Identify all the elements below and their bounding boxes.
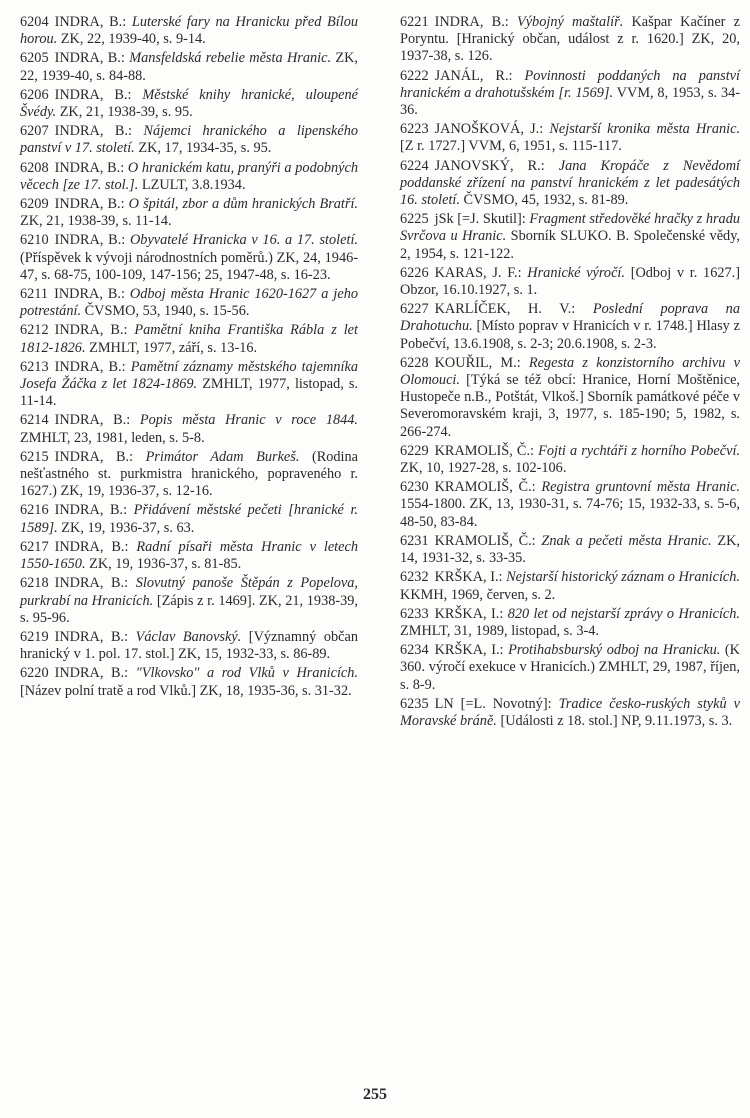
entry-details: [Název polní tratě a rod Vlků.] ZK, 18, 1935-36, s. 31-32.	[20, 682, 352, 699]
page-number: 255	[363, 1086, 387, 1103]
bibliography-entry	[400, 68, 740, 120]
entry-author: KARAS, J. F.:	[434, 264, 522, 281]
entry-title: Václav Banovský.	[135, 628, 242, 645]
entry-number: 6210	[20, 232, 49, 249]
entry-title: Primátor Adam Burkeš.	[145, 448, 300, 465]
bibliography-entry	[400, 301, 740, 353]
entry-number: 6226	[400, 264, 429, 281]
entry-author: INDRA, B.:	[54, 502, 128, 519]
bibliography-entry	[400, 479, 740, 531]
entry-title: "Vlkovsko" a rod Vlků v Hranicích.	[135, 665, 358, 682]
entry-number: 6235	[400, 695, 429, 712]
bibliography-entry	[400, 121, 740, 155]
entry-number: 6227	[400, 301, 429, 318]
entry-number: 6231	[400, 532, 429, 549]
entry-author: INDRA, B.:	[54, 196, 125, 213]
entry-author: KRŠKA, I.:	[434, 642, 504, 659]
entry-number: 6232	[400, 569, 429, 586]
entry-title: Registra gruntovní města Hranic.	[541, 479, 740, 496]
entry-title: Tradice česko-ruských styků v Moravské bráně.	[400, 695, 740, 729]
bibliography-entry	[400, 696, 740, 730]
bibliography-entry	[20, 14, 358, 48]
bibliography-entry	[20, 286, 358, 320]
entry-details: ČVSMO, 45, 1932, s. 81-89.	[459, 192, 629, 209]
bibliography-entry	[20, 449, 358, 501]
entry-details: (K 360. výročí exekuce v Hranicích.) ZMHLT, 29, 1987, říjen, s. 8-9.	[400, 642, 740, 693]
entry-author: KRAMOLIŠ, Č.:	[434, 479, 536, 496]
entry-number: 6228	[400, 354, 429, 371]
bibliography-entry	[400, 606, 740, 640]
entry-details: ČVSMO, 53, 1940, s. 15-56.	[81, 303, 250, 320]
entry-details: ZK, 17, 1934-35, s. 95.	[134, 140, 272, 157]
entry-details: [Místo poprav v Hranicích v r. 1748.] Hlasy z Pobečví, 13.6.1908, s. 2-3; 20.6.1908, s. 2-3.	[400, 318, 740, 352]
entry-details: ZK, 19, 1936-37, s. 63.	[57, 519, 195, 536]
entry-details: ZK, 10, 1927-28, s. 102-106.	[400, 460, 567, 477]
entry-number: 6220	[20, 665, 49, 682]
entry-details: KKMH, 1969, červen, s. 2.	[400, 586, 556, 603]
entry-author: INDRA, B.:	[54, 286, 125, 303]
entry-author: JANOVSKÝ, R.:	[434, 157, 545, 174]
bibliography-entry	[20, 629, 358, 663]
entry-title: Obyvatelé Hranicka v 16. a 17. století.	[129, 232, 358, 249]
entry-number: 6224	[400, 157, 429, 174]
entry-author: KRŠKA, I.:	[434, 569, 503, 586]
entry-details: LZULT, 3.8.1934.	[138, 176, 246, 193]
entry-title: Městské knihy hranické, uloupené Švédy.	[20, 86, 358, 121]
entry-number: 6207	[20, 123, 49, 140]
bibliography-entry	[20, 359, 358, 411]
entry-details: ZK, 22, 1939-40, s. 84-88.	[20, 50, 358, 84]
entry-details: ZMHLT, 1977, listopad, s. 11-14.	[20, 376, 358, 410]
entry-title: Poslední poprava na Drahotuchu.	[400, 301, 740, 335]
entry-number: 6230	[400, 479, 429, 496]
entry-title: Přidávení městské pečeti [hranické r. 1589].	[20, 502, 358, 536]
entry-number: 6205	[20, 50, 49, 67]
entry-title: Hranické výročí.	[527, 264, 625, 281]
entry-title: Fojti a rychtáři z horního Pobečví.	[538, 442, 740, 459]
entry-number: 6221	[400, 14, 429, 30]
entry-author: INDRA, B.:	[54, 159, 125, 176]
entry-author: INDRA, B.:	[54, 14, 127, 30]
entry-author: INDRA, B.:	[54, 628, 129, 645]
entry-number: 6204	[20, 14, 49, 30]
bibliography-entry	[400, 443, 740, 477]
entry-author: JANOŠKOVÁ, J.:	[434, 121, 544, 138]
entry-details: ZMHLT, 1977, září, s. 13-16.	[85, 339, 258, 356]
entry-number: 6216	[20, 502, 49, 519]
entry-number: 6208	[20, 159, 49, 176]
entry-details: [Týká se též obcí: Hranice, Horní Moštěnice, Hustopeče n.B., Potštát, Vlkoš.] Sborník památkové péče v Severomoravském kraji, 3, 1977, s. 185-190; 5, 1982, s. 266-274.	[400, 372, 740, 440]
entry-title: Slovutný panoše Štěpán z Popelova, purkrabí na Hranicích.	[20, 575, 358, 609]
bibliography-entry	[400, 355, 740, 441]
entry-author: KARLÍČEK, H. V.:	[434, 301, 576, 318]
entry-title: Mansfeldská rebelie města Hranic.	[129, 50, 332, 67]
entry-title: 820 let od nejstarší zprávy o Hranicích.	[507, 605, 740, 622]
entry-title: Pamětní záznamy městského tajemníka Josefa Žáčka z let 1824-1869.	[20, 358, 358, 393]
bibliography-entry	[20, 665, 358, 699]
entry-author: jSk [=J. Skutil]:	[434, 211, 526, 228]
entry-details: ZK, 22, 1939-40, s. 9-14.	[57, 31, 206, 48]
bibliography-entry	[400, 265, 740, 299]
entry-details: [Zápis z r. 1469]. ZK, 21, 1938-39, s. 95-96.	[20, 592, 359, 626]
bibliography-entry	[400, 14, 740, 66]
entry-number: 6218	[20, 575, 49, 592]
entry-author: INDRA, B.:	[54, 232, 126, 249]
entry-details: [Významný občan hranický v 1. pol. 17. stol.] ZK, 15, 1932-33, s. 86-89.	[20, 628, 358, 663]
entry-author: KOUŘIL, M.:	[434, 354, 521, 371]
bibliography-entry	[20, 539, 358, 573]
entry-author: INDRA, B.:	[434, 14, 509, 30]
entry-title: O hranickém katu, pranýři a podobných věcech [ze 17. stol.].	[20, 159, 358, 193]
entry-details: VVM, 8, 1953, s. 34-36.	[400, 84, 741, 119]
entry-number: 6215	[20, 448, 49, 465]
entry-number: 6213	[20, 358, 49, 375]
entry-title: Pamětní kniha Františka Rábla z let 1812-1826.	[20, 322, 358, 356]
bibliography-entry	[400, 569, 740, 603]
entry-title: Znak a pečeti města Hranic.	[541, 532, 712, 549]
entry-title: O špitál, zbor a dům hranických Bratří.	[128, 196, 358, 213]
bibliography-entry	[20, 575, 358, 627]
entry-author: INDRA, B.:	[54, 665, 129, 682]
entry-title: Fragment středověké hračky z hradu Svrčova u Hranic.	[400, 211, 740, 245]
entry-author: JANÁL, R.:	[434, 67, 513, 84]
bibliography-entry	[20, 123, 358, 157]
entry-details: 1554-1800. ZK, 13, 1930-31, s. 74-76; 15, 1932-33, s. 5-6, 48-50, 83-84.	[400, 496, 740, 530]
entry-author: INDRA, B.:	[54, 358, 126, 375]
entry-title: Regesta z konzistorního archivu v Olomouci.	[400, 354, 740, 389]
entry-number: 6212	[20, 322, 49, 339]
entry-details: (Příspěvek k vývoji národnostních poměrů.) ZK, 24, 1946-47, s. 68-75, 100-109, 147-156; 25, 1947-48, s. 16-23.	[20, 249, 358, 283]
entry-title: Nejstarší historický záznam o Hranicích.	[506, 569, 740, 586]
entry-title: Protihabsburský odboj na Hranicku.	[508, 642, 721, 659]
entry-author: INDRA, B.:	[54, 322, 128, 339]
entry-details: ZK, 14, 1931-32, s. 33-35.	[400, 532, 740, 567]
entry-details: ZK, 21, 1938-39, s. 11-14.	[20, 213, 172, 230]
bibliography-entry	[20, 412, 358, 446]
entry-author: KRAMOLIŠ, Č.:	[434, 532, 536, 549]
entry-details: ZK, 19, 1936-37, s. 81-85.	[85, 556, 242, 573]
entry-number: 6211	[20, 286, 49, 303]
entry-number: 6214	[20, 412, 49, 429]
entry-title: Nájemci hranického a lipenského panství v 17. století.	[20, 123, 358, 157]
entry-author: INDRA, B.:	[54, 123, 132, 140]
bibliography-entry	[20, 232, 358, 284]
entry-details: [Odboj v r. 1627.] Obzor, 16.10.1927, s. 1.	[400, 264, 740, 299]
entry-number: 6219	[20, 628, 49, 645]
bibliography-entry	[20, 160, 358, 194]
entry-author: INDRA, B.:	[54, 538, 129, 555]
entry-number: 6217	[20, 538, 49, 555]
entry-author: LN [=L. Novotný]:	[434, 695, 552, 712]
entry-number: 6222	[400, 67, 429, 84]
entry-title: Radní písaři města Hranic v letech 1550-1650.	[20, 538, 358, 573]
entry-number: 6234	[400, 642, 429, 659]
entry-number: 6233	[400, 605, 429, 622]
entry-details: (Rodina nešťastného st. purkmistra hranického, popraveného r. 1627.) ZK, 19, 1936-37, s. 12-16.	[20, 448, 358, 500]
entry-number: 6229	[400, 442, 429, 459]
entry-details: ZMHLT, 31, 1989, listopad, s. 3-4.	[400, 622, 599, 639]
entry-author: KRŠKA, I.:	[434, 605, 504, 622]
entry-author: INDRA, B.:	[54, 50, 125, 67]
right-column	[400, 14, 740, 732]
entry-author: INDRA, B.:	[54, 86, 132, 103]
bibliography-entry	[400, 642, 740, 694]
entry-number: 6223	[400, 121, 429, 138]
entry-author: INDRA, B.:	[54, 448, 134, 465]
bibliography-entry	[20, 87, 358, 121]
left-column	[20, 14, 358, 702]
entry-author: KRAMOLIŠ, Č.:	[434, 442, 535, 459]
entry-details: Kašpar Kačíner z Poryntu. [Hranický občan, událost z r. 1620.] ZK, 20, 1937-38, s. 126.	[400, 14, 740, 65]
entry-details: [Události z 18. stol.] NP, 9.11.1973, s. 3.	[496, 712, 733, 729]
entry-author: INDRA, B.:	[54, 575, 129, 592]
bibliography-entry	[20, 196, 358, 230]
bibliography-entry	[20, 50, 358, 84]
entry-title: Luterské fary na Hranicku před Bílou horou.	[20, 14, 358, 48]
entry-number: 6209	[20, 196, 49, 213]
bibliography-entry	[20, 502, 358, 536]
entry-title: Nejstarší kronika města Hranic.	[549, 121, 741, 138]
entry-title: Odboj města Hranic 1620-1627 a jeho potrestání.	[20, 286, 358, 320]
entry-title: Popis města Hranic v roce 1844.	[139, 412, 358, 429]
bibliography-entry	[20, 322, 358, 356]
entry-number: 6206	[20, 86, 49, 103]
entry-title: Jana Kropáče z Nevědomí poddanské zřízení na panství hranickém z let padesátých 16. století.	[400, 157, 741, 209]
entry-author: INDRA, B.:	[54, 412, 131, 429]
bibliography-entry	[400, 533, 740, 567]
bibliography-entry	[400, 158, 740, 210]
entry-details: [Z r. 1727.] VVM, 6, 1951, s. 115-117.	[400, 138, 622, 155]
entry-details: Sborník SLUKO. B. Společenské vědy, 2, 1954, s. 121-122.	[400, 228, 740, 262]
entry-details: ZMHLT, 23, 1981, leden, s. 5-8.	[20, 429, 205, 446]
entry-title: Povinnosti poddaných na panství hranickém a drahotušském [r. 1569].	[400, 67, 740, 101]
entry-number: 6225	[400, 211, 429, 228]
entry-title: Výbojný maštalíř.	[516, 14, 624, 30]
bibliography-entry	[400, 211, 740, 263]
entry-details: ZK, 21, 1938-39, s. 95.	[56, 104, 193, 121]
